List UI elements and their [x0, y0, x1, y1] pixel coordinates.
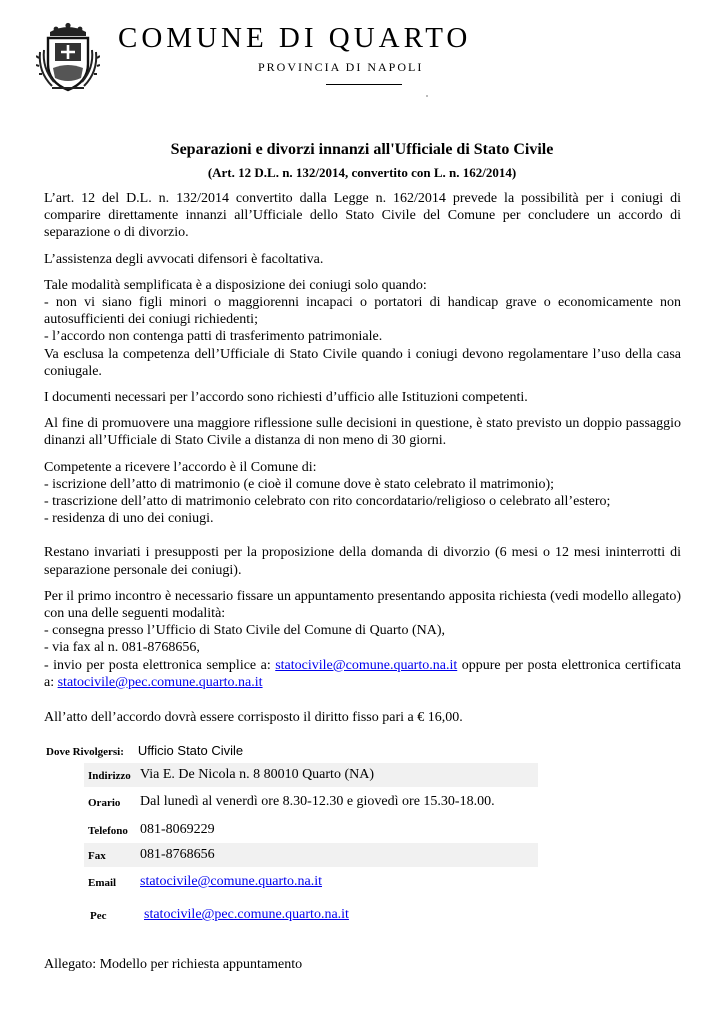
paragraph-conditions-intro: Tale modalità semplificata è a disposizione dei coniugi solo quando: [44, 277, 427, 293]
contact-pec-link[interactable]: statocivile@pec.comune.quarto.na.it [144, 907, 349, 922]
paragraph-exclusion: Va esclusa la competenza dell’Ufficiale di Stato Civile quando i coniugi devono regolamentare l’uso della casa coniugale. [44, 346, 681, 379]
email-text-pre: - invio per posta elettronica semplice a: [44, 657, 276, 673]
contact-label: Email [88, 877, 117, 889]
contact-email-link[interactable]: statocivile@comune.quarto.na.it [140, 874, 323, 889]
document-subtitle: (Art. 12 D.L. n. 132/2014, convertito con L. n. 162/2014) [207, 165, 517, 180]
list-item: - non vi siano figli minori o maggiorenni incapaci o portatori di handicap grave o economicamente non autosufficienti dei coniugi richiedenti; [44, 295, 681, 328]
contact-row-fax [84, 843, 538, 867]
contact-header-label: Dove Rivolgersi: [46, 746, 124, 758]
contact-value: Dal lunedì al venerdì ore 8.30-12.30 e giovedì ore 15.30-18.00. [140, 794, 495, 809]
document-title: Separazioni e divorzi innanzi all'Ufficiale di Stato Civile [170, 141, 554, 158]
header-divider [326, 84, 402, 85]
contact-label: Telefono [88, 825, 128, 837]
municipal-crest-icon [36, 22, 100, 94]
contact-label: Pec [90, 910, 107, 922]
contact-label: Fax [88, 850, 106, 862]
paragraph-double-passage: Al fine di promuovere una maggiore riflessione sulle decisioni in questione, è stato previsto un doppio passaggio dinanzi all’Ufficiale di Stato Civile a distanza di non meno di 30 giorni. [44, 416, 681, 449]
attachment-note: Allegato: Modello per richiesta appuntamento [44, 957, 303, 972]
contact-row-address [84, 763, 538, 787]
contact-row-pec [84, 903, 538, 927]
email-link[interactable]: statocivile@comune.quarto.na.it [275, 657, 458, 673]
paragraph-divorce-requirements: Restano invariati i presupposti per la proposizione della domanda di divorzio (6 mesi o 12 mesi ininterrotti di separazione personale dei coniugi). [44, 545, 681, 578]
org-province: PROVINCIA DI NAPOLI [258, 60, 424, 74]
list-item-email [44, 657, 681, 691]
contact-label: Orario [88, 797, 121, 809]
list-item: - l’accordo non contenga patti di trasferimento patrimoniale. [44, 329, 383, 345]
list-item: - iscrizione dell’atto di matrimonio (e cioè il comune dove è stato celebrato il matrimonio); [44, 476, 555, 492]
contact-label: Indirizzo [88, 770, 131, 782]
contact-value: 081-8069229 [140, 822, 215, 837]
pec-link[interactable]: statocivile@pec.comune.quarto.na.it [57, 674, 263, 690]
list-item: - consegna presso l’Ufficio di Stato Civile del Comune di Quarto (NA), [44, 623, 445, 639]
paragraph-lawyers: L’assistenza degli avvocati difensori è facoltativa. [44, 251, 324, 267]
paragraph-documents: I documenti necessari per l’accordo sono richiesti d’ufficio alle Istituzioni competenti. [44, 390, 528, 406]
document-body [44, 190, 681, 735]
contact-value: Via E. De Nicola n. 8 80010 Quarto (NA) [140, 767, 374, 782]
decorative-dot [426, 95, 428, 97]
paragraph-competence-intro: Competente a ricevere l’accordo è il Comune di: [44, 459, 317, 475]
paragraph-legal-basis: L’art. 12 del D.L. n. 132/2014 convertito dalla Legge n. 162/2014 prevede la possibilità per i coniugi di comparire direttamente innanzi all’Ufficiale dello Stato Civile del Comune per concludere un accordo di separazione o di divorzio. [44, 191, 681, 241]
org-name: COMUNE DI QUARTO [118, 22, 472, 54]
paragraph-appointment-intro: Per il primo incontro è necessario fissare un appuntamento presentando apposita richiesta (vedi modello allegato) con una delle seguenti modalità: [44, 588, 681, 622]
contact-row-phone [84, 817, 538, 841]
contact-header [46, 742, 243, 760]
list-item: - residenza di uno dei coniugi. [44, 511, 214, 527]
list-item: - trascrizione dell’atto di matrimonio celebrato con rito concordatario/religioso o celebrato all’estero; [44, 494, 611, 510]
contact-row-email [84, 870, 538, 894]
email-text-mid: oppure per posta elettronica certificata a: [44, 657, 681, 690]
paragraph-fee: All’atto dell’accordo dovrà essere corrisposto il diritto fisso pari a € 16,00. [44, 710, 463, 726]
contact-value: 081-8768656 [140, 847, 215, 862]
list-item: - via fax al n. 081-8768656, [44, 640, 200, 656]
contact-office-name: Ufficio Stato Civile [137, 743, 244, 758]
contact-row-hours [84, 790, 538, 814]
